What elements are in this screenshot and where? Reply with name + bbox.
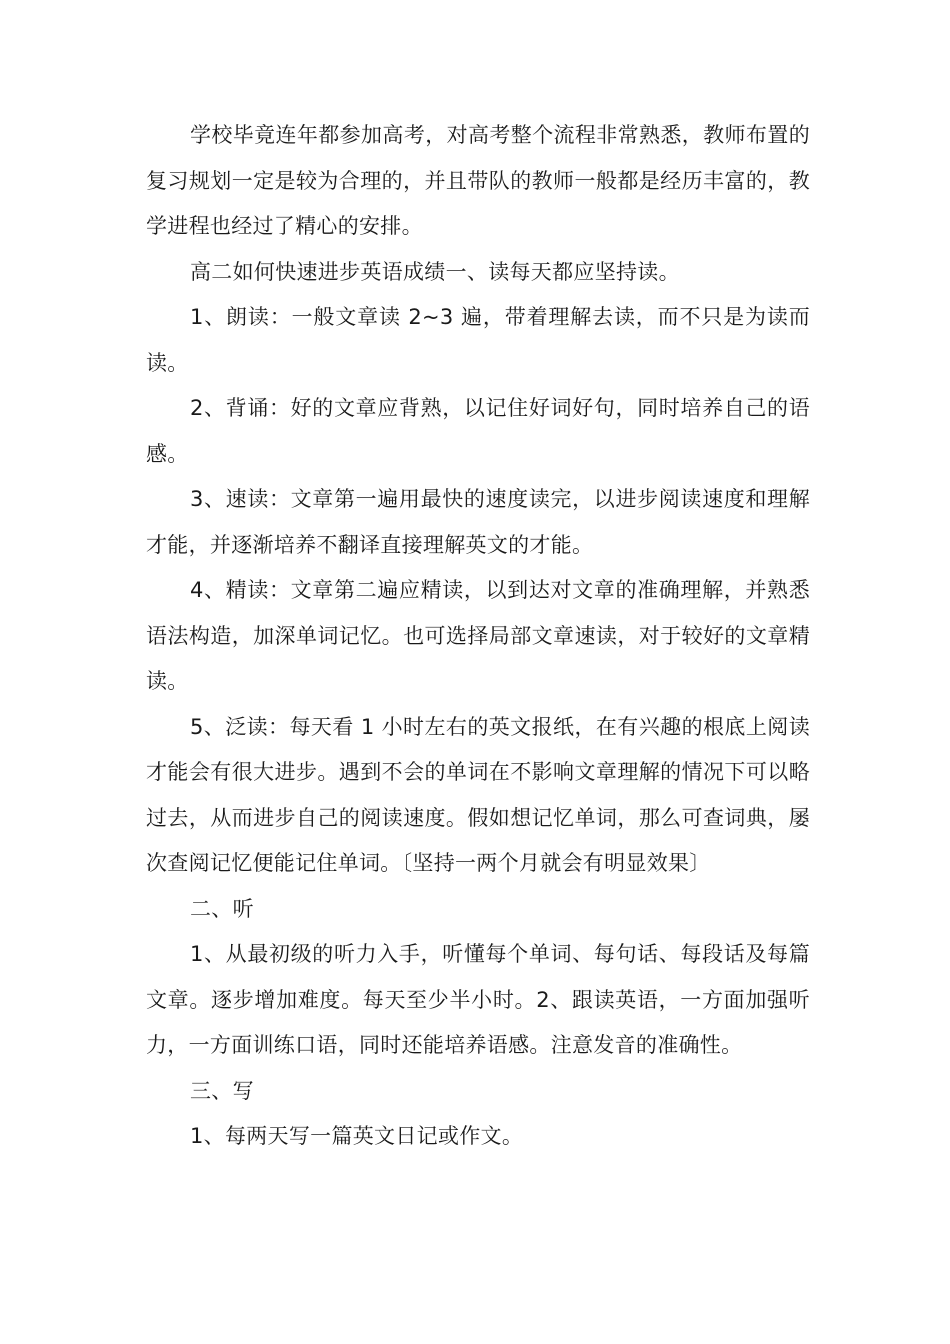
- document-body: [146, 113, 810, 1160]
- section-heading-listening: 二、听: [190, 896, 254, 921]
- paragraph-writing: 1、每两天写一篇英文日记或作文。: [190, 1124, 524, 1148]
- paragraph-intensive-reading: 4、精读：文章第二遍应精读，以到达对文章的准确理解，并熟悉语法构造，加深单词记忆。也可选择局部文章速读，对于较好的文章精读。: [146, 578, 810, 693]
- paragraph-listening: 1、从最初级的听力入手，听懂每个单词、每句话、每段话及每篇文章。逐步增加难度。每天至少半小时。2、跟读英语，一方面加强听力，一方面训练口语，同时还能培养语感。注意发音的准确性。: [146, 942, 810, 1057]
- paragraph-recite: 2、背诵：好的文章应背熟，以记住好词好句，同时培养自己的语感。: [146, 396, 810, 466]
- paragraph-speed-reading: 3、速读：文章第一遍用最快的速度读完，以进步阅读速度和理解才能，并逐渐培养不翻译直接理解英文的才能。: [146, 487, 810, 557]
- paragraph-reading-heading: 高二如何快速进步英语成绩一、读每天都应坚持读。: [190, 259, 680, 284]
- paragraph-extensive-reading: 5、泛读：每天看 1 小时左右的英文报纸，在有兴趣的根底上阅读才能会有很大进步。遇到不会的单词在不影响文章理解的情况下可以略过去，从而进步自己的阅读速度。假如想记忆单词，那么可查词典，屡次查阅记忆便能记住单词。〔坚持一两个月就会有明显效果〕: [146, 714, 810, 875]
- paragraph-intro: 学校毕竟连年都参加高考，对高考整个流程非常熟悉，教师布置的复习规划一定是较为合理的，并且带队的教师一般都是经历丰富的，教学进程也经过了精心的安排。: [146, 123, 810, 238]
- paragraph-read-aloud: 1、朗读：一般文章读 2~3 遍，带着理解去读，而不只是为读而读。: [146, 305, 810, 375]
- section-heading-writing: 三、写: [190, 1078, 254, 1103]
